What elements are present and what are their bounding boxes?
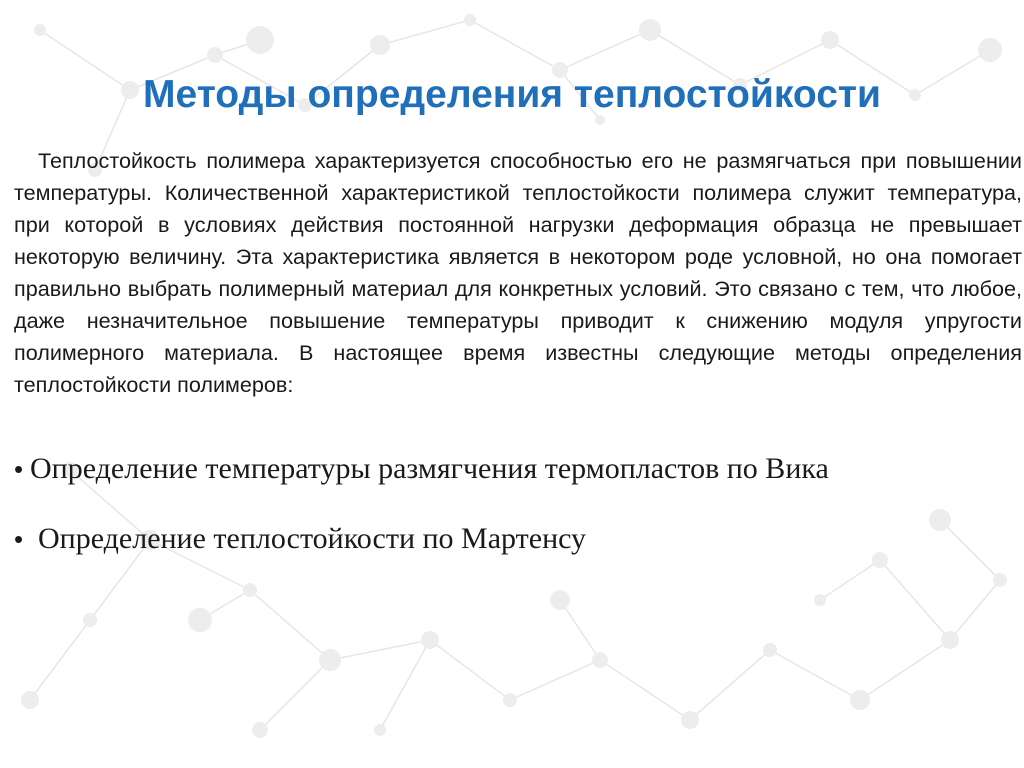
bullet-marker: • (14, 454, 24, 484)
list-item-text: Определение теплостойкости по Мартенсу (38, 522, 587, 555)
bullet-marker: • (14, 524, 24, 554)
slide-title: Методы определения теплостойкости (143, 73, 881, 116)
body-paragraph: Теплостойкость полимера характеризуется способностью его не размягчаться при повышении температуры. Количественной характеристикой теплостойкости полимера служит температура, при которой в условиях действия постоянной нагрузки деформация образца не превышает некоторую величину. Эта характеристика является в некотором роде условной, но она помогает правильно выбрать полимерный материал для конкретных условий. Это связано с тем, что любое, даже незначительное повышение температуры приводит к снижению модуля упругости полимерного материала. В настоящее время известны следующие методы определения теплостойкости полимеров: (14, 148, 1022, 397)
list-item (14, 452, 1014, 522)
methods-list (14, 452, 1014, 582)
list-item-text: Определение температуры размягчения термопластов по Вика (30, 452, 829, 485)
list-item (14, 522, 1014, 582)
